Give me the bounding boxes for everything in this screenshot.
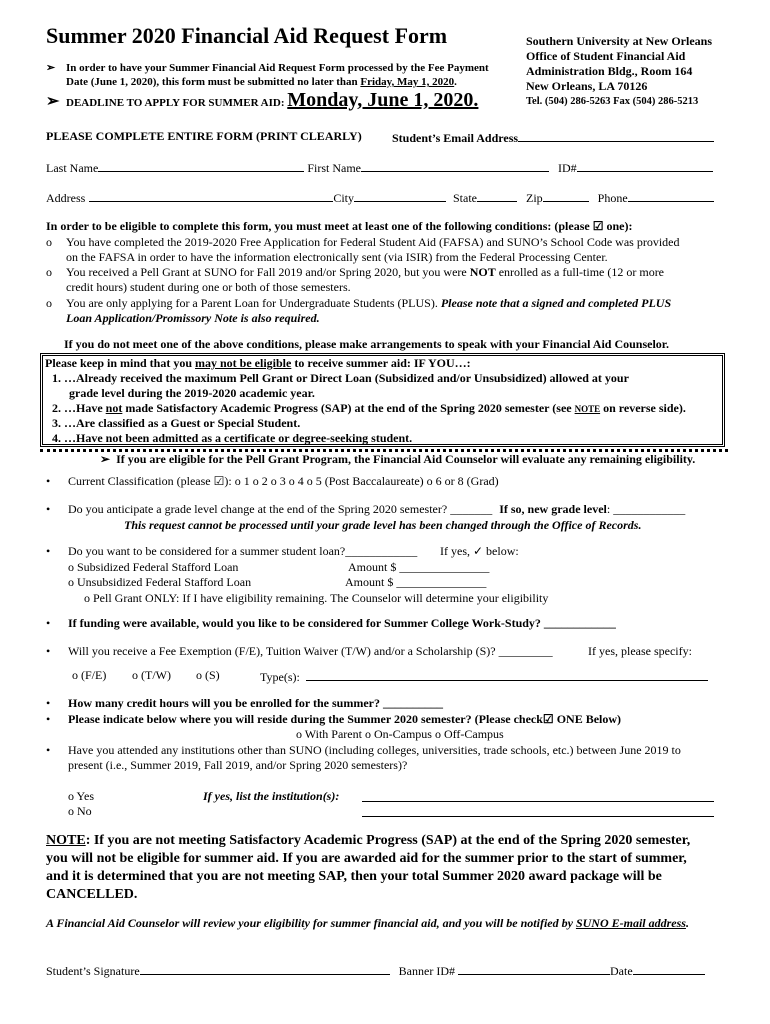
bullet-icon: • [46,544,51,558]
phone-field[interactable] [628,189,714,202]
institutions-field-2[interactable] [362,804,714,821]
condition-2-text-a: You received a Pell Grant at SUNO for Fall 2019 and/or Spring 2020, but you were [66,265,470,279]
submission-text-line1: In order to have your Summer Financial Aid Request Form processed by the Fee Payment [66,62,489,74]
subsidized-amount[interactable]: Amount $ _______________ [348,560,490,574]
first-name-label: First Name [307,161,361,175]
condition-3-line1 [66,296,671,311]
condition-1-line2: on the FAFSA in order to have the information electronically sent (via ISIR) from the Federal Processing Center. [66,250,608,264]
sap-item-1-line2: grade level during the 2019-2020 academic year. [69,386,315,400]
arrow-bullet-icon: ➢ [46,62,56,74]
submission-prefix: Date (June 1, 2020), this form must be submitted no later than [66,76,361,88]
address-row [46,189,714,206]
condition-1-line1: You have completed the 2019-2020 Free Application for Federal Student Aid (FAFSA) and SUNO’s School Code was provided [66,235,680,249]
id-field[interactable] [577,159,713,172]
condition-2-line1 [66,265,664,280]
tuition-waiver-option[interactable]: o (T/W) [132,668,171,682]
phone-label: Phone [597,191,628,205]
institutions-question-line2: present (i.e., Summer 2019, Fall 2019, and/or Spring 2020 semesters)? [68,758,408,772]
zip-label: Zip [526,191,543,205]
office-line-2: Office of Student Financial Aid [526,49,686,63]
pell-only-option[interactable]: o Pell Grant ONLY: If I have eligibility remaining. The Counselor will determine your eligibility [84,591,549,605]
city-field[interactable] [354,189,446,202]
office-address [526,34,712,109]
sap-intro [45,356,471,371]
form-title: Summer 2020 Financial Aid Request Form [46,23,448,48]
bullet-icon: • [46,644,51,658]
banner-id-field[interactable] [458,962,610,975]
condition-3-text-a: You are only applying for a Parent Loan for Undergraduate Students (PLUS). [66,296,441,310]
grade-change-note-text: This request cannot be processed until your grade level has been changed through the Office of Records [124,518,639,532]
grade-change-note [124,518,641,533]
institutions-question-line1: Have you attended any institutions other than SUNO (including colleges, universities, trade schools, etc.) between June 2019 to [68,743,681,757]
student-signature-label: Student’s Signature [46,964,140,978]
sap-intro-a: Please keep in mind that you [45,356,196,370]
state-field[interactable] [477,189,517,202]
office-line-1: Southern University at New Orleans [526,34,712,48]
sap-item-3: 3. …Are classified as a Guest or Special Student. [52,416,301,430]
condition-2-checkbox[interactable]: o [46,265,52,279]
bullet-icon: • [46,474,51,488]
unsubsidized-loan-option[interactable]: o Unsubsidized Federal Stafford Loan [68,575,252,589]
bullet-icon: • [46,743,51,757]
condition-3-line2: Loan Application/Promissory Note is also required. [66,311,320,325]
condition-2-not: NOT [469,265,496,279]
pell-program-line [100,452,695,467]
sap-item-2-a: 2. …Have [52,401,106,415]
institutions-field-2-line[interactable] [362,804,714,817]
email-field-group [392,129,714,146]
sap-item-4: 4. …Have not been admitted as a certificate or degree-seeking student. [52,431,413,445]
deadline-label: DEADLINE TO APPLY FOR SUMMER AID: [66,97,288,109]
scholarship-option[interactable]: o (S) [196,668,220,682]
sap-note-label: NOTE [46,833,86,848]
zip-field[interactable] [543,189,589,202]
loan-question[interactable]: Do you want to be considered for a summer student loan?____________ [68,544,418,558]
address-label: Address [46,191,86,205]
classification-question[interactable]: Current Classification (please ☑): o 1 o 2 o 3 o 4 o 5 (Post Baccalaureate) o 6 or 8 (Grad) [68,474,499,488]
condition-2-text-b: enrolled as a full-time (12 or more [495,265,665,279]
institutions-yes-option[interactable]: o Yes [68,789,95,803]
review-text: A Financial Aid Counselor will review your eligibility for summer financial aid, and you will be notified by [46,916,576,930]
submission-date: Friday, May 1, 2020 [360,76,455,88]
sap-note-text-1: : If you are not meeting Satisfactory Academic Progress (SAP) at the end of the Spring 2020 semester, [85,833,691,848]
last-name-field[interactable] [98,159,304,172]
submission-bullet [46,62,55,76]
list-institutions-label: If yes, list the institution(s): [203,789,340,803]
condition-2-line2: credit hours) student during one or both of those semesters. [66,280,351,294]
credit-hours-question[interactable]: How many credit hours will you be enrolled for the summer? __________ [68,696,443,710]
sap-item-2 [52,401,686,416]
id-label: ID# [557,161,577,175]
suno-email-link: SUNO E-mail address [575,916,686,930]
banner-id-label: Banner ID# [398,964,458,978]
office-line-4: New Orleans, LA 70126 [526,79,648,93]
review-notice [46,916,689,931]
state-label: State [453,191,477,205]
sap-item-1-line1: 1. …Already received the maximum Pell Grant or Direct Loan (Subsidized and/or Unsubsidized) allowed at your [52,371,629,385]
date-field[interactable] [633,962,705,975]
review-period: . [685,916,689,930]
grade-change-text: Do you anticipate a grade level change at the end of the Spring 2020 semester? _______ [68,502,493,516]
sap-note-line2: you will not be eligible for summer aid. If you are awarded aid for the summer prior to the start of summer, [46,851,687,866]
sap-item-2-b: made Satisfactory Academic Progress (SAP) at the end of the Spring 2020 semester (see [122,401,575,415]
new-grade-label: If so, new grade level [499,502,607,516]
work-study-question[interactable]: If funding were available, would you like to be considered for Summer College Work-Study? ____________ [68,616,616,630]
institutions-no-option[interactable]: o No [68,804,92,818]
office-line-5: Tel. (504) 286-5263 Fax (504) 286-5213 [526,96,699,107]
office-line-3: Administration Bldg., Room 164 [526,64,693,78]
pell-program-text: If you are eligible for the Pell Grant Program, the Financial Aid Counselor will evaluate any remaining eligibility. [116,452,696,466]
reside-options[interactable]: o With Parent o On-Campus o Off-Campus [296,727,504,741]
deadline-bullet [46,92,59,112]
no-conditions-note: If you do not meet one of the above conditions, please make arrangements to speak with your Financial Aid Counselor. [64,337,670,351]
student-signature-field[interactable] [140,962,390,975]
grade-change-note-period: . [638,518,642,532]
condition-3-text-b: Please note that a signed and completed PLUS [440,296,672,310]
bullet-icon: • [46,502,51,516]
last-name-label: Last Name [46,161,99,175]
sap-note-line1 [46,832,690,850]
address-field[interactable] [89,189,333,202]
types-label: Type(s): [260,670,300,684]
submission-suffix: . [454,76,457,88]
complete-form-instruction: PLEASE COMPLETE ENTIRE FORM (PRINT CLEARLY) [46,129,362,143]
email-field[interactable] [518,129,714,142]
deadline-date: Monday, June 1, 2020. [287,89,479,111]
arrow-bullet-icon: ➢ [46,93,60,110]
arrow-bullet-icon: ➢ [100,452,111,466]
signature-row [46,962,705,979]
first-name-field[interactable] [361,159,549,172]
unsubsidized-amount[interactable]: Amount $ _______________ [345,575,487,589]
types-field[interactable] [306,668,708,681]
date-label: Date [610,964,633,978]
name-row [46,159,713,176]
sap-intro-b: to receive summer aid: IF YOU…: [291,356,471,370]
fee-exemption-option[interactable]: o (F/E) [72,668,107,682]
bullet-icon: • [46,712,51,726]
sap-note-line4: CANCELLED. [46,887,138,902]
city-label: City [333,191,354,205]
fee-specify-label: If yes, please specify: [588,644,692,658]
bullet-icon: • [46,696,51,710]
sap-intro-underlined: may not be eligible [195,356,292,370]
condition-1-checkbox[interactable]: o [46,235,52,249]
sap-item-2-not: not [105,401,123,415]
sap-item-2-note: NOTE [574,404,601,414]
loan-yes-instruction: If yes, ✓ below: [440,544,519,558]
subsidized-loan-option[interactable]: o Subsidized Federal Stafford Loan [68,560,239,574]
sap-item-2-c: on reverse side). [600,401,686,415]
reside-question: Please indicate below where you will reside during the Summer 2020 semester? (Please check☑ ONE Below) [68,712,622,726]
bullet-icon: • [46,616,51,630]
grade-change-question[interactable] [68,502,685,517]
sap-note-line3: and it is determined that you are not meeting SAP, then your total Summer 2020 award package will be [46,869,662,884]
institutions-field-1-line[interactable] [362,789,714,802]
condition-3-checkbox[interactable]: o [46,296,52,310]
fee-exemption-question[interactable]: Will you receive a Fee Exemption (F/E), Tuition Waiver (T/W) and/or a Scholarship (S)? _________ [68,644,553,658]
deadline-line [66,88,478,113]
new-grade-field[interactable]: : ____________ [606,502,686,516]
eligibility-heading: In order to be eligible to complete this form, you must meet at least one of the following conditions: (please ☑ one): [46,219,633,233]
types-field-group [260,668,708,685]
email-label: Student’s Email Address [392,131,519,145]
